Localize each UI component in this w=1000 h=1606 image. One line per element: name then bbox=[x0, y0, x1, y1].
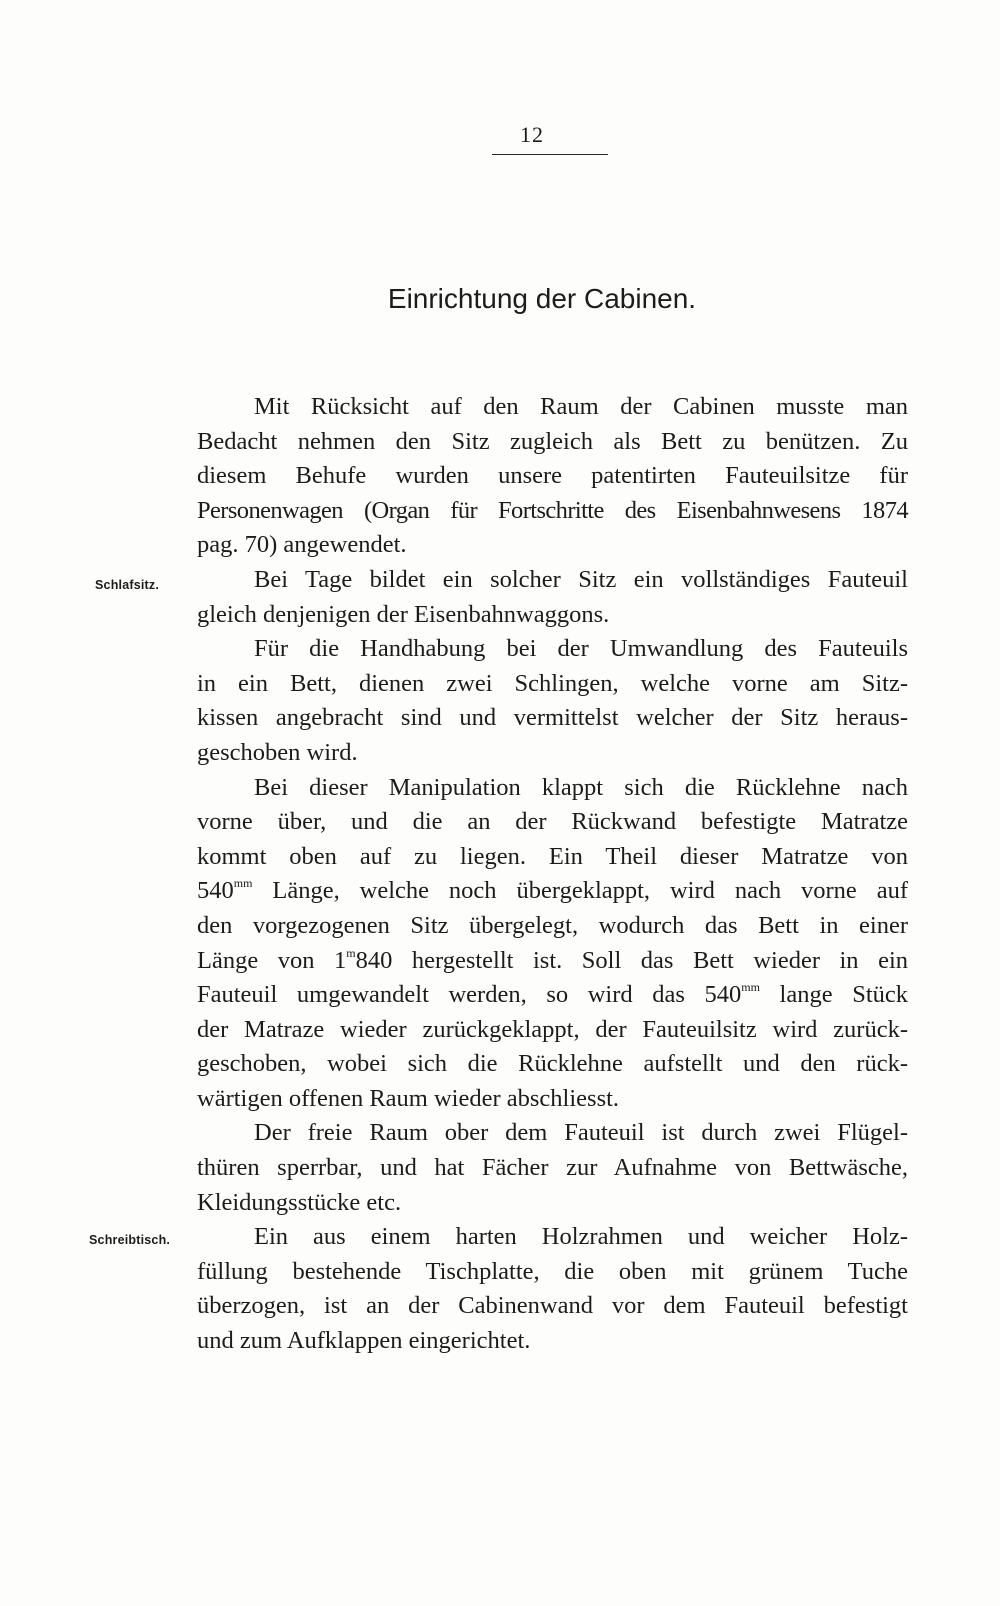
text-line bbox=[197, 874, 908, 909]
body-text bbox=[197, 390, 908, 1359]
text-segment: Fauteuil umgewandelt werden, so wird das 540 bbox=[197, 981, 742, 1009]
margin-note-schreibtisch: Schreibtisch. bbox=[89, 1233, 171, 1247]
unit-superscript: mm bbox=[741, 980, 760, 995]
text-line: gleich denjenigen der Eisenbahnwaggons. bbox=[197, 600, 610, 628]
text-line: füllung bestehende Tischplatte, die oben mit grünem Tuche bbox=[197, 1257, 908, 1285]
text-line: Personenwagen (Organ für Fortschritte des Eisenbahnwesens 1874 bbox=[197, 496, 908, 524]
text-line: kommt oben auf zu liegen. Ein Theil dieser Matratze von bbox=[197, 842, 908, 870]
text-line: den vorgezogenen Sitz übergelegt, wodurch das Bett in einer bbox=[197, 911, 908, 939]
text-line: kissen angebracht sind und vermittelst welcher der Sitz heraus- bbox=[197, 704, 908, 732]
section-heading: Einrichtung der Cabinen. bbox=[387, 283, 697, 314]
text-segment: Länge von 1 bbox=[197, 946, 347, 974]
text-line: Für die Handhabung bei der Umwandlung des Fauteuils bbox=[254, 635, 908, 663]
text-line: der Matraze wieder zurückgeklappt, der Fauteuilsitz wird zurück- bbox=[197, 1015, 908, 1043]
text-line: überzogen, ist an der Cabinenwand vor dem Fauteuil befestigt bbox=[197, 1292, 908, 1320]
page-number-rule bbox=[492, 154, 608, 155]
text-segment: lange Stück bbox=[759, 981, 908, 1009]
unit-superscript: mm bbox=[233, 876, 253, 891]
text-line: Bei dieser Manipulation klappt sich die Rücklehne nach bbox=[254, 773, 908, 801]
text-line: diesem Behufe wurden unsere patentirten Fauteuilsitze für bbox=[197, 462, 908, 490]
text-line: geschoben wird. bbox=[197, 738, 358, 766]
unit-superscript: m bbox=[346, 945, 356, 960]
text-line: thüren sperrbar, und hat Fächer zur Aufnahme von Bettwäsche, bbox=[197, 1154, 908, 1182]
text-segment: 840 hergestellt ist. Soll das Bett wieder in ein bbox=[355, 946, 909, 974]
text-segment: Länge, welche noch übergeklappt, wird nach vorne auf bbox=[252, 877, 908, 905]
text-segment: 540 bbox=[197, 877, 234, 905]
text-line: Der freie Raum ober dem Fauteuil ist durch zwei Flügel- bbox=[254, 1119, 908, 1147]
margin-note-schlafsitz: Schlafsitz. bbox=[95, 578, 160, 592]
text-line: pag. 70) angewendet. bbox=[197, 531, 407, 559]
text-line: in ein Bett, dienen zwei Schlingen, welche vorne am Sitz- bbox=[197, 669, 908, 697]
text-line bbox=[197, 978, 908, 1013]
text-line: geschoben, wobei sich die Rücklehne aufstellt und den rück- bbox=[197, 1050, 908, 1078]
text-line: vorne über, und die an der Rückwand befestigte Matratze bbox=[197, 808, 908, 836]
text-line: Ein aus einem harten Holzrahmen und weicher Holz- bbox=[254, 1223, 908, 1251]
text-line bbox=[197, 944, 908, 979]
text-line: wärtigen offenen Raum wieder abschliesst. bbox=[197, 1084, 620, 1112]
text-line: Kleidungsstücke etc. bbox=[197, 1188, 402, 1216]
page-number: 12 bbox=[520, 122, 544, 147]
text-line: Bedacht nehmen den Sitz zugleich als Bett zu benützen. Zu bbox=[197, 427, 908, 455]
text-line: und zum Aufklappen eingerichtet. bbox=[197, 1327, 531, 1355]
text-line: Mit Rücksicht auf den Raum der Cabinen musste man bbox=[254, 393, 908, 420]
text-line: Bei Tage bildet ein solcher Sitz ein vollständiges Fauteuil bbox=[254, 565, 908, 593]
